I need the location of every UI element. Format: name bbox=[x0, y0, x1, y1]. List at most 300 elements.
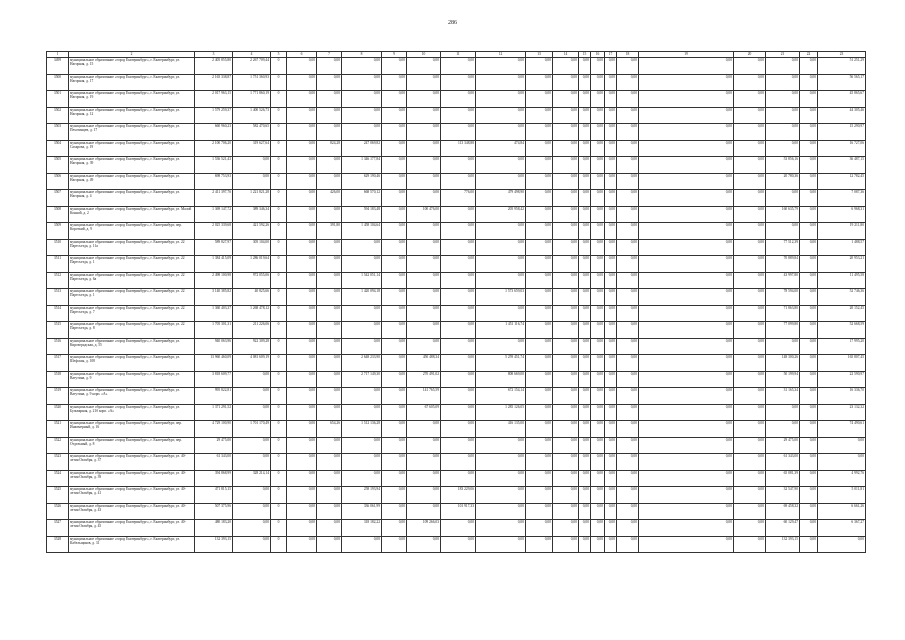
table-cell: 0,00 bbox=[766, 58, 800, 75]
table-cell: 0,00 bbox=[441, 206, 476, 223]
table-cell: 0,00 bbox=[800, 206, 818, 223]
table-cell: 0,00 bbox=[579, 388, 591, 405]
row-id: 3501 bbox=[47, 91, 69, 108]
table-cell: 0,00 bbox=[605, 173, 617, 190]
table-cell: 0,00 bbox=[617, 305, 639, 322]
table-cell: 0,00 bbox=[233, 487, 271, 504]
table-cell: 0 bbox=[271, 338, 287, 355]
table-cell: 0,00 bbox=[617, 256, 639, 273]
table-cell: 0,00 bbox=[317, 256, 342, 273]
table-cell: 0,00 bbox=[287, 140, 317, 157]
table-cell: 0,00 bbox=[734, 239, 766, 256]
table-cell: 0,00 bbox=[605, 520, 617, 537]
table-cell: 0,00 bbox=[407, 190, 441, 207]
table-row bbox=[47, 437, 866, 454]
table-cell: 0,00 bbox=[382, 404, 407, 421]
table-cell: 0,00 bbox=[605, 355, 617, 372]
table-cell: 77 512,39 bbox=[766, 239, 800, 256]
table-cell: 0 bbox=[271, 454, 287, 471]
table-cell: 0,00 bbox=[553, 454, 579, 471]
table-cell: 0,00 bbox=[591, 338, 605, 355]
table-cell: 318 182,22 bbox=[342, 520, 382, 537]
table-cell: 0 bbox=[271, 239, 287, 256]
table-cell: 31 165,34 bbox=[766, 388, 800, 405]
row-id: 3511 bbox=[47, 256, 69, 273]
table-cell: 922 309,28 bbox=[233, 338, 271, 355]
table-cell: 0,00 bbox=[605, 454, 617, 471]
table-cell: 0,00 bbox=[639, 421, 734, 438]
table-cell: 0,00 bbox=[579, 454, 591, 471]
table-cell: 0,00 bbox=[734, 322, 766, 339]
table-cell: 0,00 bbox=[233, 536, 271, 553]
table-cell: 672 154,14 bbox=[476, 388, 526, 405]
table-cell: 0,00 bbox=[800, 536, 818, 553]
table-cell: 0,00 bbox=[605, 470, 617, 487]
table-cell: 12 782,45 bbox=[818, 173, 866, 190]
table-cell: 0,00 bbox=[579, 140, 591, 157]
table-cell: 0,00 bbox=[382, 289, 407, 306]
table-cell: 270 491,02 bbox=[407, 371, 441, 388]
column-number: 23 bbox=[818, 52, 866, 58]
table-cell: 0,00 bbox=[766, 74, 800, 91]
table-cell: 2 405 855,80 bbox=[195, 58, 233, 75]
table-cell: 20 953,21 bbox=[818, 256, 866, 273]
table-row bbox=[47, 91, 866, 108]
table-cell: 0,00 bbox=[617, 338, 639, 355]
row-id: 3512 bbox=[47, 272, 69, 289]
table-cell: 0,00 bbox=[441, 256, 476, 273]
table-cell: 0,00 bbox=[342, 470, 382, 487]
table-cell: 0,00 bbox=[382, 470, 407, 487]
table-cell: 0,00 bbox=[553, 124, 579, 141]
table-cell: 0,00 bbox=[800, 421, 818, 438]
table-cell: 0,00 bbox=[407, 157, 441, 174]
table-cell: 0,00 bbox=[734, 421, 766, 438]
table-cell: 77 099,80 bbox=[766, 322, 800, 339]
table-cell: 0,00 bbox=[317, 470, 342, 487]
table-cell: 328 214,14 bbox=[233, 470, 271, 487]
table-row bbox=[47, 338, 866, 355]
table-cell: 0,00 bbox=[342, 58, 382, 75]
table-row bbox=[47, 206, 866, 223]
table-cell: 0,00 bbox=[317, 371, 342, 388]
table-cell: 0,00 bbox=[639, 256, 734, 273]
address-cell: муниципальное образование «город Екатеринбург», г. Екатеринбург, пер. Короткий, д. 9 bbox=[69, 223, 195, 240]
column-number: 3 bbox=[195, 52, 233, 58]
table-cell: 0,00 bbox=[382, 487, 407, 504]
table-cell: 0,00 bbox=[734, 388, 766, 405]
table-cell: 0,00 bbox=[553, 388, 579, 405]
table-cell: 23 132,32 bbox=[818, 404, 866, 421]
table-cell: 0,00 bbox=[317, 322, 342, 339]
table-cell: 0,00 bbox=[553, 239, 579, 256]
table-cell: 0,00 bbox=[734, 223, 766, 240]
table-cell: 0,00 bbox=[476, 91, 526, 108]
column-number: 22 bbox=[800, 52, 818, 58]
table-cell: 471 815,15 bbox=[195, 487, 233, 504]
table-cell: 0,00 bbox=[553, 58, 579, 75]
table-cell: 74 490,61 bbox=[818, 421, 866, 438]
table-cell: 40 825,66 bbox=[233, 289, 271, 306]
table-cell: 258 193,94 bbox=[342, 487, 382, 504]
table-cell: 0,00 bbox=[639, 107, 734, 124]
table-cell: 0,00 bbox=[617, 421, 639, 438]
row-id: 3518 bbox=[47, 371, 69, 388]
table-cell: 1 451 116,74 bbox=[476, 322, 526, 339]
table-cell: 0,00 bbox=[287, 487, 317, 504]
table-cell: 0,00 bbox=[233, 503, 271, 520]
table-cell: 65 081,39 bbox=[766, 470, 800, 487]
table-cell: 0,00 bbox=[579, 371, 591, 388]
table-cell: 940 063,96 bbox=[195, 338, 233, 355]
table-cell: 53 856,16 bbox=[766, 157, 800, 174]
table-cell: 0,00 bbox=[591, 173, 605, 190]
table-cell: 0,00 bbox=[605, 322, 617, 339]
table-cell: 0 bbox=[271, 124, 287, 141]
table-cell: 0,00 bbox=[579, 157, 591, 174]
table-cell: 0,00 bbox=[579, 322, 591, 339]
table-cell: 2 648 233,90 bbox=[342, 355, 382, 372]
table-cell: 0 bbox=[271, 322, 287, 339]
table-cell: 0,00 bbox=[407, 305, 441, 322]
table-cell: 0,00 bbox=[639, 157, 734, 174]
table-cell: 1 360 403,37 bbox=[195, 305, 233, 322]
table-cell: 60 129,47 bbox=[766, 520, 800, 537]
table-cell: 0,00 bbox=[342, 338, 382, 355]
table-cell: 0,00 bbox=[407, 421, 441, 438]
table-cell: 0,00 bbox=[553, 140, 579, 157]
table-cell: 2 411 397,76 bbox=[195, 190, 233, 207]
address-cell: муниципальное образование «город Екатеринбург», г. Екатеринбург, ул. Кировградская, д. 55 bbox=[69, 338, 195, 355]
table-cell: 0,00 bbox=[579, 536, 591, 553]
table-cell: 0,00 bbox=[605, 223, 617, 240]
row-id: 3514 bbox=[47, 305, 69, 322]
table-cell: 0,00 bbox=[605, 239, 617, 256]
table-cell: 0,00 bbox=[734, 355, 766, 372]
table-cell: 0,00 bbox=[766, 404, 800, 421]
table-cell: 0,00 bbox=[553, 305, 579, 322]
table-cell: 0,00 bbox=[800, 338, 818, 355]
table-cell: 0,00 bbox=[382, 239, 407, 256]
table-cell: 0,00 bbox=[342, 91, 382, 108]
table-cell: 0,00 bbox=[342, 388, 382, 405]
table-cell: 7 087,36 bbox=[818, 190, 866, 207]
table-cell: 0,00 bbox=[591, 536, 605, 553]
table-cell: 0,00 bbox=[579, 289, 591, 306]
table-cell: 0,00 bbox=[639, 371, 734, 388]
table-cell: 0 bbox=[271, 305, 287, 322]
table-cell: 0,00 bbox=[407, 503, 441, 520]
table-cell: 0,00 bbox=[476, 256, 526, 273]
table-cell: 0,00 bbox=[407, 140, 441, 157]
row-id: 3523 bbox=[47, 454, 69, 471]
table-cell: 211 226,06 bbox=[233, 322, 271, 339]
table-row bbox=[47, 173, 866, 190]
table-cell: 2 025 339,68 bbox=[195, 223, 233, 240]
table-cell: 0,00 bbox=[287, 157, 317, 174]
table-cell: 0,00 bbox=[617, 206, 639, 223]
table-cell: 0,00 bbox=[639, 223, 734, 240]
table-cell: 1 221 821,28 bbox=[233, 190, 271, 207]
table-cell: 0,00 bbox=[407, 437, 441, 454]
table-cell: 0,00 bbox=[553, 206, 579, 223]
table-cell: 45 865,67 bbox=[818, 91, 866, 108]
table-cell: 0,00 bbox=[441, 173, 476, 190]
table-cell: 421 592,26 bbox=[233, 223, 271, 240]
address-cell: муниципальное образование «город Екатеринбург», г. Екатеринбург, ул. 22 Партсъезда, д. 6а bbox=[69, 272, 195, 289]
table-cell: 0 bbox=[271, 289, 287, 306]
table-cell: 0,00 bbox=[605, 404, 617, 421]
table-cell: 0,00 bbox=[800, 454, 818, 471]
table-cell: 0,00 bbox=[287, 223, 317, 240]
table-cell: 0,00 bbox=[591, 256, 605, 273]
table-cell: 0,00 bbox=[441, 371, 476, 388]
table-cell: 1 751 360,93 bbox=[233, 74, 271, 91]
address-cell: муниципальное образование «город Екатеринбург», г. Екатеринбург, ул. Кабельщиков, д. 31 bbox=[69, 536, 195, 553]
table-cell: 20 152,45 bbox=[818, 305, 866, 322]
table-cell: 0,00 bbox=[734, 289, 766, 306]
table-cell: 0,00 bbox=[287, 58, 317, 75]
table-cell: 0,00 bbox=[382, 74, 407, 91]
table-cell: 0,00 bbox=[766, 124, 800, 141]
table-cell: 0,00 bbox=[526, 355, 553, 372]
table-cell: 1 542 051,14 bbox=[342, 272, 382, 289]
column-number: 18 bbox=[617, 52, 639, 58]
table-cell: 0,00 bbox=[605, 487, 617, 504]
table-cell: 0,00 bbox=[476, 520, 526, 537]
table-cell: 0,00 bbox=[441, 239, 476, 256]
table-cell: 972 055,06 bbox=[233, 272, 271, 289]
table-cell: 0,00 bbox=[591, 239, 605, 256]
table-cell: 0,00 bbox=[526, 256, 553, 273]
table-cell: 0,00 bbox=[382, 124, 407, 141]
table-cell: 0,00 bbox=[605, 289, 617, 306]
table-cell: 17 995,20 bbox=[818, 338, 866, 355]
table-cell: 0,00 bbox=[287, 272, 317, 289]
table-cell: 0,00 bbox=[407, 272, 441, 289]
table-cell: 0,00 bbox=[734, 503, 766, 520]
table-cell: 0,00 bbox=[591, 157, 605, 174]
table-cell: 5 259 451,74 bbox=[476, 355, 526, 372]
table-cell: 0,00 bbox=[734, 173, 766, 190]
table-cell: 0,00 bbox=[526, 437, 553, 454]
table-cell: 0,00 bbox=[287, 322, 317, 339]
capital-repair-table bbox=[46, 51, 866, 553]
table-cell: 0,00 bbox=[605, 503, 617, 520]
table-cell: 0,00 bbox=[553, 223, 579, 240]
table-cell: 0,00 bbox=[766, 91, 800, 108]
table-cell: 29 475,00 bbox=[195, 437, 233, 454]
table-cell: 1 536 521,43 bbox=[195, 157, 233, 174]
table-cell: 0,00 bbox=[639, 536, 734, 553]
table-cell: 0,00 bbox=[287, 470, 317, 487]
table-cell: 0,00 bbox=[407, 91, 441, 108]
table-cell: 0 bbox=[271, 206, 287, 223]
table-cell: 0,00 bbox=[639, 520, 734, 537]
table-cell: 0,00 bbox=[476, 437, 526, 454]
table-row bbox=[47, 74, 866, 91]
table-cell: 0,00 bbox=[734, 272, 766, 289]
row-id: 3521 bbox=[47, 421, 69, 438]
row-id: 3505 bbox=[47, 157, 69, 174]
table-cell: 0,00 bbox=[317, 520, 342, 537]
table-cell: 0,00 bbox=[605, 190, 617, 207]
table-cell: 0,00 bbox=[553, 421, 579, 438]
table-cell: 0,00 bbox=[382, 223, 407, 240]
column-number: 16 bbox=[591, 52, 605, 58]
row-id: 3507 bbox=[47, 190, 69, 207]
table-cell: 0,00 bbox=[591, 190, 605, 207]
table-cell: 0,00 bbox=[591, 421, 605, 438]
table-cell: 0,00 bbox=[617, 124, 639, 141]
table-cell: 995 822,81 bbox=[195, 388, 233, 405]
table-cell: 0,00 bbox=[591, 305, 605, 322]
table-cell: 0,00 bbox=[800, 157, 818, 174]
table-cell: 0,00 bbox=[553, 404, 579, 421]
table-cell: 319 627,64 bbox=[233, 140, 271, 157]
table-cell: 0,00 bbox=[591, 404, 605, 421]
table-cell: 0,00 bbox=[382, 421, 407, 438]
table-cell: 0,00 bbox=[382, 107, 407, 124]
table-cell: 0,00 bbox=[526, 140, 553, 157]
table-cell: 0,00 bbox=[579, 503, 591, 520]
table-cell: 0,00 bbox=[800, 107, 818, 124]
table-cell: 0,00 bbox=[287, 404, 317, 421]
table-cell: 52 668,59 bbox=[818, 322, 866, 339]
table-cell: 0,00 bbox=[342, 107, 382, 124]
table-cell: 0,00 bbox=[639, 206, 734, 223]
table-cell: 0,00 bbox=[734, 470, 766, 487]
table-cell: 0,00 bbox=[579, 355, 591, 372]
table-cell: 0,00 bbox=[605, 388, 617, 405]
table-cell: 0,00 bbox=[526, 454, 553, 471]
table-row bbox=[47, 157, 866, 174]
row-id: 3517 bbox=[47, 355, 69, 372]
table-cell: 0,00 bbox=[441, 107, 476, 124]
address-cell: муниципальное образование «город Екатеринбург», г. Екатеринбург, ул. Пехотинцев, д. 17 bbox=[69, 124, 195, 141]
table-cell: 1 705 301,31 bbox=[195, 322, 233, 339]
table-cell: 109 266,03 bbox=[407, 520, 441, 537]
table-cell: 0,00 bbox=[766, 190, 800, 207]
table-cell: 0,00 bbox=[579, 190, 591, 207]
address-cell: муниципальное образование «город Екатеринбург», г. Екатеринбург, ул. Ватутина, д. 9 bbox=[69, 371, 195, 388]
table-cell: 0,00 bbox=[382, 140, 407, 157]
table-cell: 0,00 bbox=[553, 355, 579, 372]
table-cell: 668 570,12 bbox=[342, 190, 382, 207]
table-cell: 0,00 bbox=[441, 421, 476, 438]
table-cell: 0,00 bbox=[526, 124, 553, 141]
table-cell: 0,00 bbox=[317, 91, 342, 108]
table-cell: 0,00 bbox=[317, 487, 342, 504]
table-cell: 0,00 bbox=[617, 272, 639, 289]
table-cell: 0,00 bbox=[591, 454, 605, 471]
table-cell: 1 458 104,64 bbox=[342, 223, 382, 240]
table-cell: 4 992,76 bbox=[818, 470, 866, 487]
address-cell: муниципальное образование «город Екатеринбург», г. Екатеринбург, ул. Бульварная, д. 21б корп. «А» bbox=[69, 404, 195, 421]
table-cell: 2 717 149,30 bbox=[342, 371, 382, 388]
row-id: 3528 bbox=[47, 536, 69, 553]
table-cell: 69 458,32 bbox=[766, 503, 800, 520]
table-cell: 0,00 bbox=[579, 124, 591, 141]
table-cell: 0,00 bbox=[617, 503, 639, 520]
table-cell: 0,00 bbox=[287, 256, 317, 273]
table-cell: 0,00 bbox=[287, 388, 317, 405]
table-cell: 0,00 bbox=[800, 239, 818, 256]
table-cell: 0,00 bbox=[526, 520, 553, 537]
table-cell: 0,00 bbox=[553, 190, 579, 207]
table-cell: 1 400 526,73 bbox=[233, 107, 271, 124]
table-cell: 0,00 bbox=[287, 173, 317, 190]
table-cell: 0 bbox=[271, 470, 287, 487]
table-cell: 0,00 bbox=[605, 157, 617, 174]
table-cell: 0,00 bbox=[591, 371, 605, 388]
table-cell: 0,00 bbox=[579, 223, 591, 240]
table-cell: 6 367,27 bbox=[818, 520, 866, 537]
table-cell: 1 420 094,18 bbox=[342, 289, 382, 306]
table-cell: 0,00 bbox=[800, 470, 818, 487]
table-cell: 416 135,00 bbox=[476, 421, 526, 438]
column-number: 14 bbox=[553, 52, 579, 58]
table-cell: 1 369 147,72 bbox=[195, 206, 233, 223]
table-cell: 0,00 bbox=[317, 388, 342, 405]
table-cell: 0,00 bbox=[382, 256, 407, 273]
table-cell: 0,00 bbox=[317, 338, 342, 355]
table-cell: 0,00 bbox=[734, 206, 766, 223]
table-cell: 67 605,09 bbox=[407, 404, 441, 421]
table-cell: 71 863,80 bbox=[766, 305, 800, 322]
table-cell: 0,00 bbox=[553, 487, 579, 504]
table-cell: 0,00 bbox=[605, 272, 617, 289]
table-cell: 0,00 bbox=[579, 470, 591, 487]
table-cell: 0,00 bbox=[317, 404, 342, 421]
table-cell: 0,00 bbox=[639, 289, 734, 306]
table-cell: 0,00 bbox=[800, 487, 818, 504]
table-cell: 1 286 019,64 bbox=[233, 256, 271, 273]
table-cell: 0,00 bbox=[407, 223, 441, 240]
table-cell: 0,00 bbox=[317, 305, 342, 322]
table-cell: 0,00 bbox=[287, 520, 317, 537]
table-cell: 0,00 bbox=[766, 223, 800, 240]
table-cell: 0,00 bbox=[233, 173, 271, 190]
table-cell: 0,00 bbox=[287, 536, 317, 553]
table-cell: 0 bbox=[271, 140, 287, 157]
table-cell: 78 594,00 bbox=[766, 289, 800, 306]
table-cell: 0,00 bbox=[800, 503, 818, 520]
table-cell: 5 011,81 bbox=[818, 487, 866, 504]
table-cell: 0,00 bbox=[734, 91, 766, 108]
table-cell: 0,00 bbox=[579, 520, 591, 537]
table-cell: 0 bbox=[271, 157, 287, 174]
table-cell: 0,00 bbox=[441, 157, 476, 174]
table-cell: 16 727,06 bbox=[818, 140, 866, 157]
table-row bbox=[47, 58, 866, 75]
table-cell: 0,00 bbox=[526, 206, 553, 223]
table-cell: 0,00 bbox=[591, 520, 605, 537]
table-cell: 1 384 415,09 bbox=[195, 256, 233, 273]
table-cell: 0,00 bbox=[342, 239, 382, 256]
table-cell: 0,00 bbox=[800, 371, 818, 388]
table-cell: 426,00 bbox=[317, 190, 342, 207]
table-cell: 0,00 bbox=[800, 305, 818, 322]
table-row bbox=[47, 322, 866, 339]
table-row bbox=[47, 223, 866, 240]
table-cell: 0,00 bbox=[342, 305, 382, 322]
address-cell: муниципальное образование «город Екатеринбург», г. Екатеринбург, ул. 40-летия Октября, д. 39 bbox=[69, 470, 195, 487]
table-cell: 0,00 bbox=[579, 74, 591, 91]
column-number: 1 bbox=[47, 52, 69, 58]
table-cell: 0,00 bbox=[317, 536, 342, 553]
column-number: 4 bbox=[233, 52, 271, 58]
